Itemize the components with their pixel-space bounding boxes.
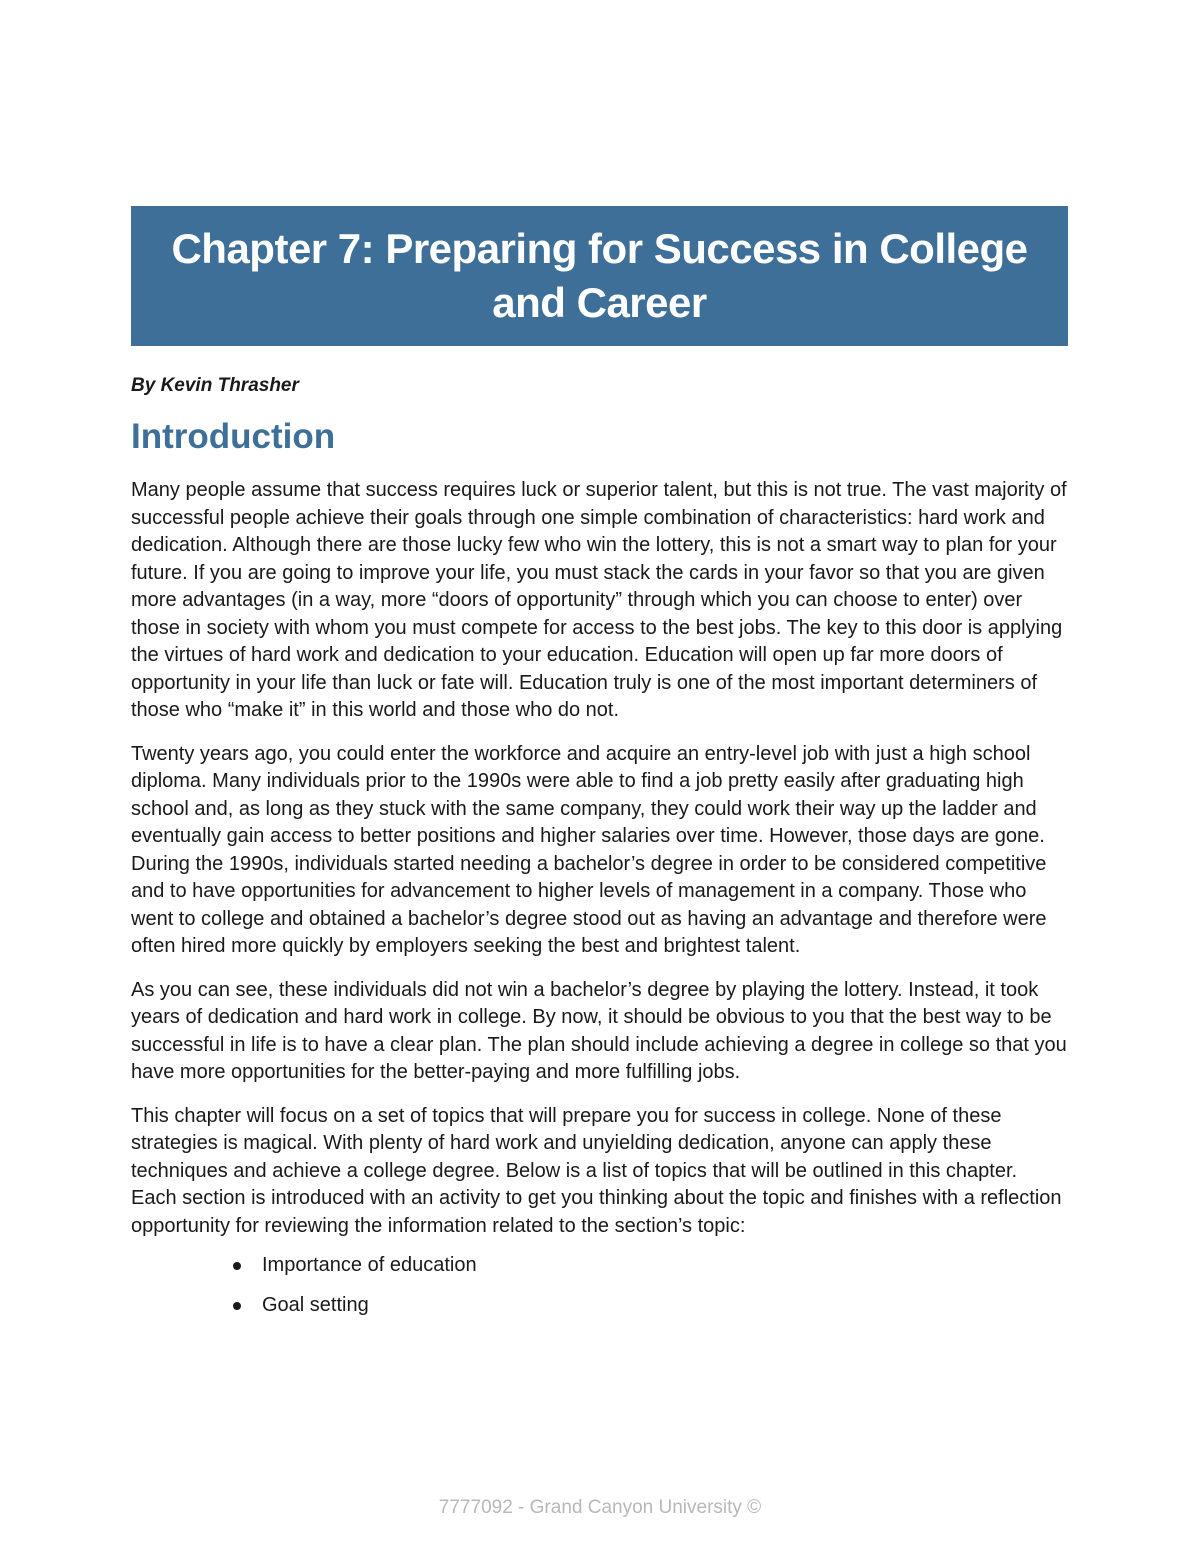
list-item-label: Importance of education <box>262 1254 477 1276</box>
body-paragraph: Many people assume that success requires luck or superior talent, but this is not true. The vast majority of successful people achieve their goals through one simple combination of characteristics: hard work and dedication. Although there are those lucky few who win the lottery, this is not a smart way to plan for your future. If you are going to improve your life, you must stack the cards in your favor so that you are given more advantages (in a way, more “doors of opportunity” through which you can choose to enter) over those in society with whom you must compete for access to the best jobs. The key to this door is applying the virtues of hard work and dedication to your education. Education will open up far more doors of opportunity in your life than luck or fate will. Education truly is one of the most important determiners of those who “make it” in this world and those who do not. <box>131 479 1067 721</box>
list-item <box>231 1252 1068 1279</box>
author-byline: By Kevin Thrasher <box>131 375 299 396</box>
chapter-title: Chapter 7: Preparing for Success in College and Career <box>171 225 1028 326</box>
list-item-label: Goal setting <box>262 1294 369 1316</box>
bullet-icon <box>233 1302 241 1310</box>
page-footer: 7777092 - Grand Canyon University © <box>438 1497 762 1518</box>
topic-list <box>131 1252 1068 1319</box>
chapter-banner <box>131 206 1068 346</box>
body-paragraph: As you can see, these individuals did not win a bachelor’s degree by playing the lottery. Instead, it took years of dedication and hard work in college. By now, it should be obvious to you that the best way to be successful in life is to have a clear plan. The plan should include achieving a degree in college so that you have more opportunities for the better-paying and more fulfilling jobs. <box>131 978 1067 1083</box>
list-item <box>231 1292 1068 1319</box>
section-heading: Introduction <box>131 417 336 456</box>
bullet-icon <box>233 1262 241 1270</box>
document-page <box>131 206 1068 1332</box>
body-paragraph: This chapter will focus on a set of topics that will prepare you for success in college. None of these strategies is magical. With plenty of hard work and unyielding dedication, anyone can apply these techniques and achieve a college degree. Below is a list of topics that will be outlined in this chapter. Each section is introduced with an activity to get you thinking about the topic and finishes with a reflection opportunity for reviewing the information related to the section’s topic: <box>131 1104 1062 1237</box>
body-paragraph: Twenty years ago, you could enter the workforce and acquire an entry-level job with just a high school diploma. Many individuals prior to the 1990s were able to find a job pretty easily after graduating high school and, as long as they stuck with the same company, they could work their way up the ladder and eventually gain access to better positions and higher salaries over time. However, those days are gone. During the 1990s, individuals started needing a bachelor’s degree in order to be considered competitive and to have opportunities for advancement to higher levels of management in a company. Those who went to college and obtained a bachelor’s degree stood out as having an advantage and therefore were often hired more quickly by employers seeking the best and brightest talent. <box>131 742 1047 957</box>
